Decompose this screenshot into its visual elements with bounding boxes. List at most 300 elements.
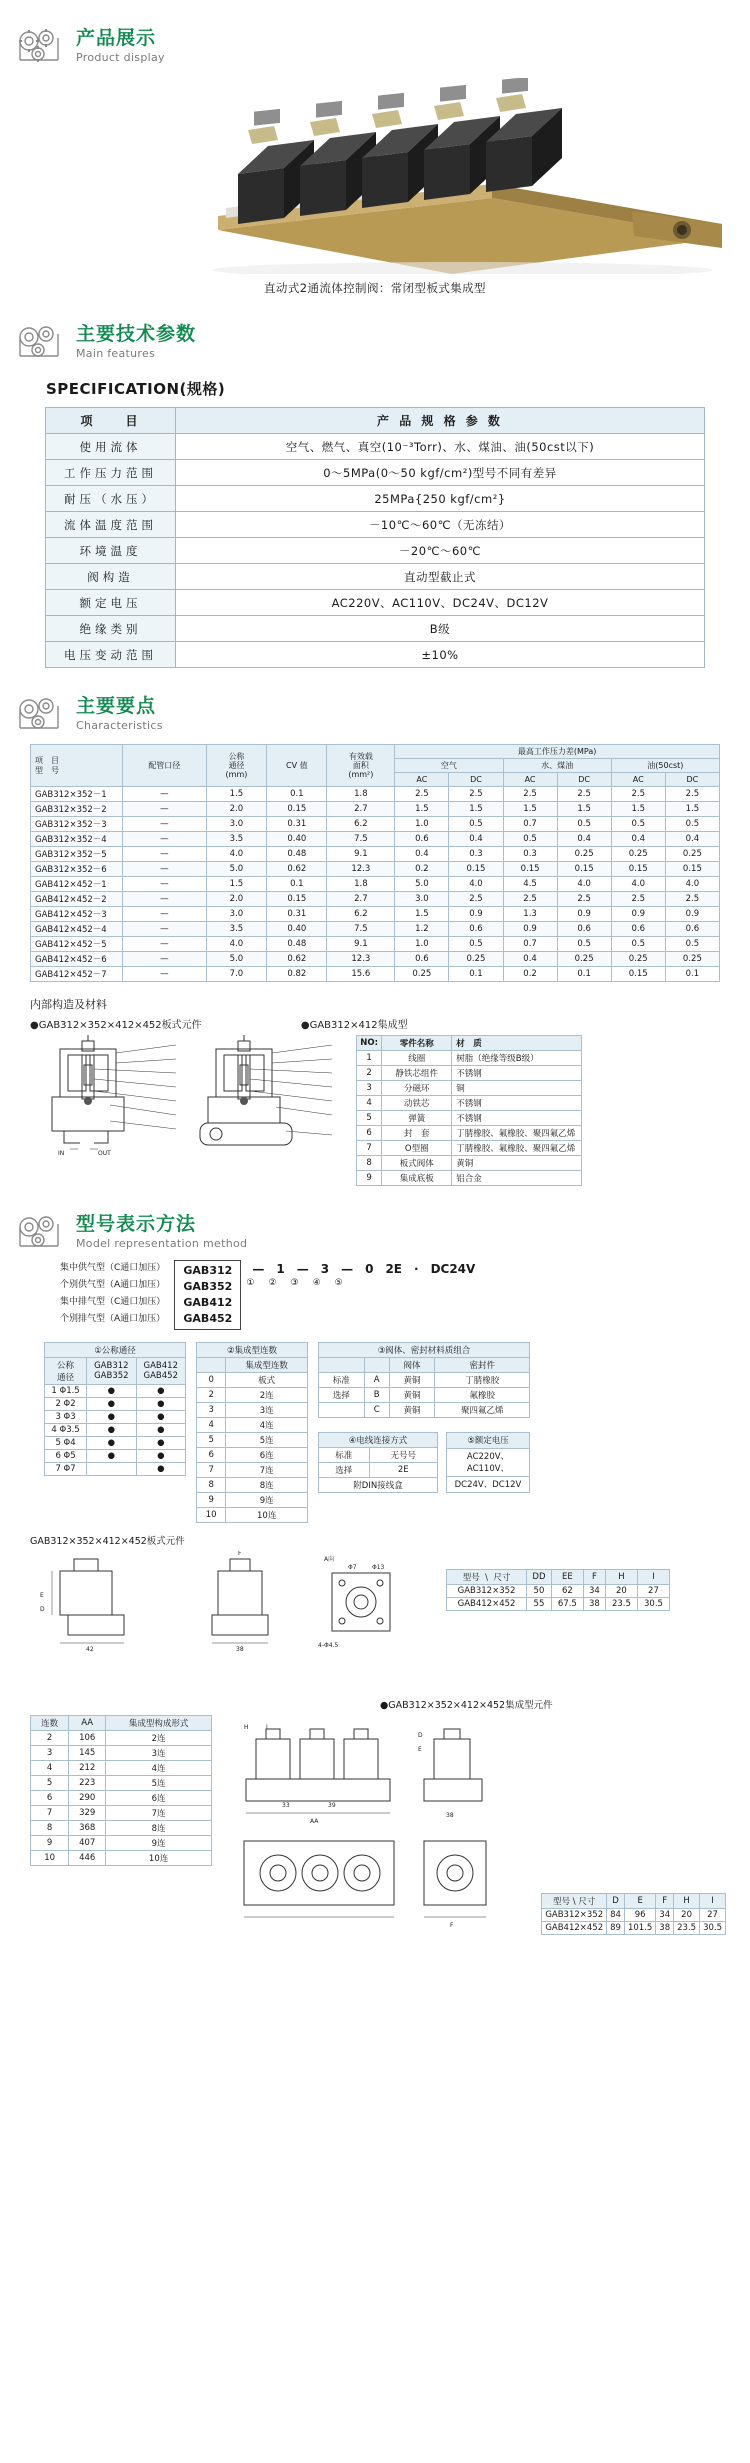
- cv-cell: 2.7: [327, 892, 395, 907]
- conn-aa: 329: [69, 1805, 106, 1820]
- table-row: [357, 1171, 582, 1186]
- part-no: 2: [357, 1066, 382, 1081]
- cv-cell: 1.0: [395, 817, 449, 832]
- table-row: [31, 817, 720, 832]
- part-no: 5: [357, 1111, 382, 1126]
- table-header-row: [45, 1357, 186, 1384]
- cv-cell: 1.5: [206, 877, 267, 892]
- table-row: [46, 538, 705, 564]
- cv-cell: 0.15: [449, 862, 503, 877]
- svg-text:H: H: [244, 1723, 249, 1731]
- section-header-characteristics: [0, 694, 750, 734]
- t3-head-2: 阀体: [389, 1357, 435, 1372]
- table-row: [447, 1476, 530, 1492]
- bore-label: 6 Φ5: [45, 1449, 87, 1462]
- section-header-model-representation: [0, 1212, 750, 1252]
- t1-head-2: GAB412 GAB452: [136, 1357, 185, 1384]
- conn-form: 4连: [106, 1760, 212, 1775]
- cv-cell: 4.0: [206, 937, 267, 952]
- table-row: [46, 434, 705, 460]
- table-row: [357, 1126, 582, 1141]
- section-header-main-features: [0, 322, 750, 362]
- option-tables-row: [44, 1342, 750, 1523]
- table-row: [31, 877, 720, 892]
- cv-cell: 0.40: [267, 832, 327, 847]
- spec-value: －20℃～60℃: [176, 538, 705, 564]
- dim2-d: 84: [607, 1908, 625, 1921]
- t1-title: ①公称通径: [45, 1342, 186, 1357]
- wiring-code: 2E: [369, 1462, 437, 1477]
- voltage-table: [446, 1432, 530, 1493]
- table-header-row: [542, 1893, 726, 1908]
- svg-text:E: E: [418, 1745, 422, 1753]
- cv-cell: 0.2: [395, 862, 449, 877]
- cv-cell: 0.7: [503, 937, 557, 952]
- table-row: [357, 1111, 582, 1126]
- cv-cell: 2.5: [611, 787, 665, 802]
- conn-form: 3连: [106, 1745, 212, 1760]
- suffix-3: 3: [320, 1262, 330, 1276]
- cv-cell: 6.2: [327, 817, 395, 832]
- cv-cell: 0.9: [611, 907, 665, 922]
- cv-head-dc: DC: [665, 773, 719, 787]
- cv-cell: 1.8: [327, 877, 395, 892]
- cv-cell: 0.31: [267, 817, 327, 832]
- cv-cell: 3.5: [206, 832, 267, 847]
- spec-key: 使用流体: [46, 434, 176, 460]
- conn-head-count: 连数: [31, 1715, 69, 1730]
- table-row: [447, 1584, 670, 1597]
- dim1-ee: 62: [551, 1584, 583, 1597]
- table-row: [31, 1805, 212, 1820]
- cv-cell: 4.5: [503, 877, 557, 892]
- section-title-cn: 主要要点: [76, 694, 157, 717]
- cv-cell-model: GAB312×352－3: [31, 817, 123, 832]
- bore-312: ●: [87, 1410, 136, 1423]
- gear-logo-icon: [14, 26, 66, 66]
- cv-head-air: 空气: [395, 759, 503, 773]
- table-row: [31, 1760, 212, 1775]
- cv-cell: 0.25: [665, 847, 719, 862]
- table-header-row: [357, 1036, 582, 1051]
- t3-head-0: [319, 1357, 365, 1372]
- cv-cell: 9.1: [327, 937, 395, 952]
- dim2-f: 38: [656, 1921, 674, 1934]
- seal-code: B: [364, 1387, 389, 1402]
- cv-cell: 0.9: [449, 907, 503, 922]
- t4-title: ④电线连接方式: [319, 1432, 438, 1447]
- svg-text:42: 42: [86, 1645, 94, 1653]
- seal-material: 聚四氟乙烯: [435, 1402, 530, 1417]
- dim2-model: GAB312×352: [542, 1908, 607, 1921]
- plate-drawing-caption: GAB312×352×412×452板式元件: [30, 1535, 185, 1547]
- cv-cell: 5.0: [395, 877, 449, 892]
- section-title-cn: 型号表示方法: [76, 1212, 197, 1235]
- conn-form: 9连: [106, 1835, 212, 1850]
- cv-cell-port: —: [123, 892, 207, 907]
- structure-row: [30, 1035, 750, 1186]
- cv-cell: 4.0: [557, 877, 611, 892]
- dim2-head-f: F: [656, 1893, 674, 1908]
- section-header-product-display: [0, 26, 750, 66]
- dim1-h: 20: [605, 1584, 637, 1597]
- gear-logo-icon: [14, 694, 66, 734]
- part-material: 树脂（绝缘等级B级）: [452, 1051, 582, 1066]
- cv-cell: 2.5: [449, 892, 503, 907]
- cv-cell-port: —: [123, 832, 207, 847]
- dim2-e: 101.5: [624, 1921, 655, 1934]
- parts-head-no: NO:: [357, 1036, 382, 1051]
- count-label: 8连: [226, 1477, 308, 1492]
- count-code: 3: [197, 1402, 226, 1417]
- part-name: 弹簧: [382, 1111, 452, 1126]
- cv-cell: 0.15: [611, 967, 665, 982]
- right-option-column: [318, 1342, 530, 1493]
- conn-count: 5: [31, 1775, 69, 1790]
- cv-head-oil: 油(50cst): [611, 759, 719, 773]
- table-row: [31, 967, 720, 982]
- table-row: [45, 1462, 186, 1475]
- cv-head-water: 水、煤油: [503, 759, 611, 773]
- legend-line-1: 集中供气型（C通口加压）: [60, 1263, 166, 1273]
- spec-key: 耐压（水压）: [46, 486, 176, 512]
- cv-cell: 0.25: [557, 847, 611, 862]
- cv-head-item: [31, 745, 123, 787]
- svg-text:I: I: [266, 1723, 268, 1731]
- cv-cell: 1.5: [206, 787, 267, 802]
- callout-numbers: ①②③④⑤: [246, 1278, 357, 1288]
- part-material: 不锈钢: [452, 1096, 582, 1111]
- cv-table-body: [31, 787, 720, 982]
- table-row: [197, 1432, 308, 1447]
- count-code: 9: [197, 1492, 226, 1507]
- cv-cell: 1.5: [503, 802, 557, 817]
- table-row: [31, 1790, 212, 1805]
- table-row: [357, 1141, 582, 1156]
- flow-label-out: OUT: [98, 1150, 111, 1157]
- table-row: [31, 802, 720, 817]
- table-row: [197, 1372, 308, 1387]
- cv-cell: 0.25: [395, 967, 449, 982]
- cv-cell: 0.15: [267, 892, 327, 907]
- t1-head-0: 公称 通径: [45, 1357, 87, 1384]
- cv-cell: 0.9: [503, 922, 557, 937]
- cv-cell: 0.1: [665, 967, 719, 982]
- part-name: 封 套: [382, 1126, 452, 1141]
- cv-cell: 4.0: [206, 847, 267, 862]
- model-code-2: GAB352: [183, 1279, 233, 1293]
- cv-head-dc: DC: [557, 773, 611, 787]
- table-header-row: [447, 1432, 530, 1448]
- part-no: 8: [357, 1156, 382, 1171]
- cv-cell: 0.5: [611, 937, 665, 952]
- table-row: [319, 1372, 530, 1387]
- suffix-dot: ·: [414, 1262, 419, 1276]
- spec-value: －10℃～60℃（无冻结）: [176, 512, 705, 538]
- cv-cell: 0.5: [449, 817, 503, 832]
- count-code: 0: [197, 1372, 226, 1387]
- cv-head-port: 配管口径: [123, 745, 207, 787]
- seal-material: 氟橡胶: [435, 1387, 530, 1402]
- part-material: 不锈钢: [452, 1111, 582, 1126]
- cv-cell: 0.15: [557, 862, 611, 877]
- cv-cell: 12.3: [327, 862, 395, 877]
- cv-cell-port: —: [123, 862, 207, 877]
- table-row: [45, 1397, 186, 1410]
- cv-cell: 7.0: [206, 967, 267, 982]
- cv-cell: 1.5: [611, 802, 665, 817]
- cv-cell: 1.5: [449, 802, 503, 817]
- cv-cell-port: —: [123, 922, 207, 937]
- seal-std: [319, 1402, 365, 1417]
- cv-cell: 0.15: [267, 802, 327, 817]
- integrated-drawing-caption: ●GAB312×352×412×452集成型元件: [380, 1699, 553, 1711]
- drawings-row-1: [30, 1551, 750, 1687]
- table-row: [357, 1066, 582, 1081]
- section-title-cn: 产品展示: [76, 26, 157, 49]
- cv-cell: 2.5: [449, 787, 503, 802]
- model-code-box: [174, 1260, 241, 1330]
- gear-logo-icon: [14, 322, 66, 362]
- cv-cell: 3.0: [206, 817, 267, 832]
- cv-cell: 0.4: [557, 832, 611, 847]
- cv-cell: 0.15: [665, 862, 719, 877]
- table-header-row: [447, 1569, 670, 1584]
- table-row: [45, 1410, 186, 1423]
- table-row: [45, 1436, 186, 1449]
- table-header-row: [45, 1342, 186, 1357]
- dim1-head-h: H: [605, 1569, 637, 1584]
- manifold-dimension-table: [30, 1715, 212, 1866]
- part-name: 动铁芯: [382, 1096, 452, 1111]
- count-code: 6: [197, 1447, 226, 1462]
- model-code-3: GAB412: [183, 1295, 233, 1309]
- section-title-block: [76, 26, 165, 64]
- seal-code: C: [364, 1402, 389, 1417]
- dim2-i: 30.5: [700, 1921, 726, 1934]
- part-no: 3: [357, 1081, 382, 1096]
- cv-cell: 0.4: [395, 847, 449, 862]
- suffix-0: 0: [365, 1262, 374, 1276]
- table-row: [319, 1402, 530, 1417]
- table-row: [46, 616, 705, 642]
- voltage-dc: DC24V、DC12V: [447, 1476, 530, 1492]
- dim1-ee: 67.5: [551, 1597, 583, 1610]
- spec-title: SPECIFICATION(规格): [46, 380, 226, 398]
- cv-cell-model: GAB412×452－2: [31, 892, 123, 907]
- dim2-head-i: I: [700, 1893, 726, 1908]
- legend-line-4: 个别排气型（A通口加压）: [60, 1314, 166, 1325]
- cv-cell: 0.6: [395, 832, 449, 847]
- table-row: [197, 1402, 308, 1417]
- conn-aa: 223: [69, 1775, 106, 1790]
- conn-head-aa: AA: [69, 1715, 106, 1730]
- table-row: [447, 1597, 670, 1610]
- seal-material: 丁腈橡胶: [435, 1372, 530, 1387]
- catalog-page: [0, 26, 750, 1969]
- spec-key: 流体温度范围: [46, 512, 176, 538]
- cv-cell: 7.5: [327, 832, 395, 847]
- product-photo-wrap: [22, 78, 728, 296]
- dim1-f: 34: [583, 1584, 605, 1597]
- spec-key: 绝缘类别: [46, 616, 176, 642]
- spec-value: 直动型截止式: [176, 564, 705, 590]
- table-row: [197, 1462, 308, 1477]
- model-code-1: GAB312: [183, 1264, 233, 1277]
- cv-cell: 12.3: [327, 952, 395, 967]
- table-row: [319, 1462, 438, 1477]
- cv-cell: 0.7: [503, 817, 557, 832]
- cv-cell: 1.5: [395, 802, 449, 817]
- cv-cell-model: GAB312×352－2: [31, 802, 123, 817]
- cv-cell: 0.25: [557, 952, 611, 967]
- valve-cross-section-figure-2: [186, 1035, 334, 1163]
- table-row: [197, 1477, 308, 1492]
- dim2-i: 27: [700, 1908, 726, 1921]
- model-code-suffix: [246, 1260, 481, 1288]
- table-row: [46, 460, 705, 486]
- conn-form: 7连: [106, 1805, 212, 1820]
- cv-cell-model: GAB412×452－5: [31, 937, 123, 952]
- cv-cell: 0.5: [611, 817, 665, 832]
- seal-body: 黄铜: [389, 1387, 435, 1402]
- table-row: [197, 1417, 308, 1432]
- table-row: [31, 1775, 212, 1790]
- structure-title: 内部构造及材料: [30, 998, 107, 1011]
- dim1-h: 23.5: [605, 1597, 637, 1610]
- cv-cell-port: —: [123, 787, 207, 802]
- cv-head-nominal: 公称 通径 (mm): [206, 745, 267, 787]
- wiring-table: [318, 1432, 438, 1493]
- supply-type-legend: [60, 1260, 165, 1328]
- spec-header-value: 产 品 规 格 参 数: [176, 408, 705, 434]
- conn-count: 4: [31, 1760, 69, 1775]
- section-title-en: Characteristics: [76, 718, 163, 732]
- bore-label: 7 Φ7: [45, 1462, 87, 1475]
- cv-cell-model: GAB412×452－1: [31, 877, 123, 892]
- conn-form: 10连: [106, 1850, 212, 1865]
- dim2-head-h: H: [674, 1893, 700, 1908]
- table-row: [31, 787, 720, 802]
- cv-cell: 2.5: [557, 892, 611, 907]
- drawings-row-2: [30, 1715, 750, 1949]
- svg-text:F: F: [450, 1921, 454, 1929]
- cv-head-dc: DC: [449, 773, 503, 787]
- table-row: [46, 564, 705, 590]
- structure-bullet-1: ●GAB312×352×412×452板式元件: [30, 1020, 202, 1031]
- conn-count: 3: [31, 1745, 69, 1760]
- table-row: [357, 1156, 582, 1171]
- t2-head-1: 集成型连数: [226, 1357, 308, 1372]
- bore-label: 1 Φ1.5: [45, 1384, 87, 1397]
- spec-key: 阀构造: [46, 564, 176, 590]
- suffix-dash-3: —: [341, 1262, 354, 1276]
- table-row: [45, 1423, 186, 1436]
- cv-cell: 0.5: [503, 832, 557, 847]
- cv-cell-model: GAB412×452－4: [31, 922, 123, 937]
- cv-cell: 1.3: [503, 907, 557, 922]
- bore-312: ●: [87, 1384, 136, 1397]
- bore-412: ●: [136, 1436, 185, 1449]
- t2-title: ②集成型连数: [197, 1342, 308, 1357]
- cv-cell: 6.2: [327, 907, 395, 922]
- cv-cell: 0.25: [611, 847, 665, 862]
- cv-cell: 4.0: [665, 877, 719, 892]
- nominal-bore-table: [44, 1342, 186, 1476]
- wiring-voltage-row: [318, 1432, 530, 1493]
- cv-head-cv: CV 值: [267, 745, 327, 787]
- conn-count: 7: [31, 1805, 69, 1820]
- cv-cell-model: GAB312×352－4: [31, 832, 123, 847]
- plate-front-view: [30, 1551, 180, 1687]
- plate-side-view: [192, 1551, 302, 1687]
- cv-cell: 0.62: [267, 952, 327, 967]
- cv-cell: 0.15: [503, 862, 557, 877]
- count-label: 4连: [226, 1417, 308, 1432]
- dimension-table-1: [446, 1569, 670, 1611]
- conn-head-form: 集成型构成形式: [106, 1715, 212, 1730]
- cv-cell: 0.4: [665, 832, 719, 847]
- wiring-std: 标准: [319, 1447, 370, 1462]
- bore-312: ●: [87, 1449, 136, 1462]
- conn-aa: 368: [69, 1820, 106, 1835]
- conn-form: 6连: [106, 1790, 212, 1805]
- svg-text:38: 38: [446, 1811, 454, 1819]
- count-label: 10连: [226, 1507, 308, 1522]
- cv-cell-port: —: [123, 952, 207, 967]
- parts-material-table: [356, 1035, 582, 1186]
- product-photo: [22, 78, 728, 274]
- table-header-row: [319, 1432, 438, 1447]
- flow-label-in: IN: [58, 1150, 65, 1157]
- cv-cell: 0.6: [395, 952, 449, 967]
- cv-cell: 1.5: [395, 907, 449, 922]
- seal-body: 黄铜: [389, 1372, 435, 1387]
- bore-label: 5 Φ4: [45, 1436, 87, 1449]
- suffix-dash-1: —: [252, 1262, 265, 1276]
- table-row: [357, 1081, 582, 1096]
- cv-cell: 2.0: [206, 802, 267, 817]
- wiring-opt: 选择: [319, 1462, 370, 1477]
- part-name: 线圈: [382, 1051, 452, 1066]
- table-row: [46, 590, 705, 616]
- section-title-block: [76, 1212, 248, 1250]
- dim1-dd: 55: [527, 1597, 552, 1610]
- dim1-i: 27: [637, 1584, 669, 1597]
- table-row: [31, 1835, 212, 1850]
- table-header-row: [31, 745, 720, 759]
- cv-cell: 1.5: [557, 802, 611, 817]
- conn-count: 10: [31, 1850, 69, 1865]
- model-code-area: [0, 1260, 750, 1330]
- svg-text:39: 39: [328, 1801, 336, 1809]
- cv-cell: 0.25: [611, 952, 665, 967]
- table-row: [31, 892, 720, 907]
- part-material: 铝合金: [452, 1171, 582, 1186]
- cv-cell-model: GAB412×452－7: [31, 967, 123, 982]
- part-no: 7: [357, 1141, 382, 1156]
- count-label: 9连: [226, 1492, 308, 1507]
- bore-label: 4 Φ3.5: [45, 1423, 87, 1436]
- svg-text:D: D: [418, 1731, 423, 1739]
- table-row: [197, 1387, 308, 1402]
- cv-cell: 0.15: [611, 862, 665, 877]
- count-label: 板式: [226, 1372, 308, 1387]
- table-header-row: [197, 1357, 308, 1372]
- dim2-h: 20: [674, 1908, 700, 1921]
- spec-key: 工作压力范围: [46, 460, 176, 486]
- count-code: 5: [197, 1432, 226, 1447]
